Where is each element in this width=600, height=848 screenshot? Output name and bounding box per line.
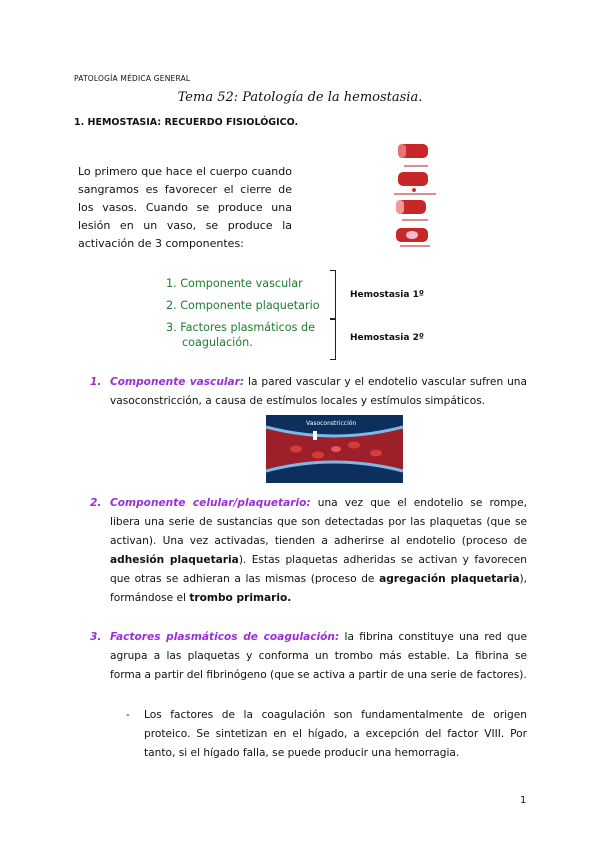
hemostasia-1-label: Hemostasia 1º [350, 290, 424, 300]
vasoconstriction-illustration [266, 415, 403, 483]
bullet-text: Los factores de la coagulación son fundamentalmente de origen proteico. Se sintetizan en el hígado, a excepción del factor VIII. Por tanto, si el hígado falla, se puede producir una hemorragia. [144, 709, 527, 759]
intro-paragraph: Lo primero que hace el cuerpo cuando sangramos es favorecer el cierre de los vasos. Cuando se produce una lesión en un vaso, se produce la activación de 3 componentes: [78, 165, 292, 250]
point-3-title: Factores plasmáticos de coagulación: [110, 631, 340, 643]
point-1-title: Componente vascular: [110, 376, 245, 388]
point-3-number: 3. [90, 631, 102, 643]
point-2-text-3: ), formándose el [110, 573, 528, 604]
hemostasis-stages-illustration [384, 140, 446, 250]
list-item-factores-cont: coagulación. [182, 336, 253, 349]
point-2-text-1: una vez que el endotelio se rompe, libera una serie de sustancias que son detectadas por las plaquetas (que se activan). Una vez activadas, tienden a adherirse al endotelio (proceso de [110, 497, 527, 547]
vessel-stage-3 [396, 200, 428, 220]
section-heading: 1. HEMOSTASIA: RECUERDO FISIOLÓGICO. [74, 117, 299, 128]
list-item-factores: 3. Factores plasmáticos de [166, 321, 316, 334]
point-3 [110, 628, 527, 685]
point-2-bold-1: adhesión plaquetaria [110, 554, 239, 566]
list-item-plaquetario: 2. Componente plaquetario [166, 299, 320, 312]
page-title: Tema 52: Patología de la hemostasia. [177, 90, 423, 105]
vasoconstriction-label: Vasoconstricción [306, 420, 357, 427]
components-list [166, 274, 336, 354]
point-2-number: 2. [90, 497, 102, 509]
bracket-secondary [330, 318, 336, 360]
header: PATOLOGÍA MÉDICA GENERAL [74, 74, 191, 83]
bracket-primary [330, 270, 336, 320]
vessel-stage-2 [394, 172, 436, 194]
list-item-vascular: 1. Componente vascular [166, 277, 303, 290]
point-3-text: la fibrina constituye una red que agrupa a las plaquetas y conforma un trombo más estable. La fibrina se forma a partir del fibrinógeno (que se activa a partir de una serie de factores). [110, 631, 527, 681]
point-2-text-2: ). Estas plaquetas adheridas se activan y favorecen que otras se adhieran a las mismas (proceso de [110, 554, 527, 585]
point-2-bold-2: agregación plaquetaria [379, 573, 520, 585]
vessel-stage-1 [398, 144, 428, 166]
point-1 [110, 373, 527, 411]
page-number: 1 [520, 795, 527, 806]
point-2-bold-3: trombo primario. [189, 592, 292, 604]
point-2-title: Componente celular/plaquetario: [110, 497, 311, 509]
point-1-number: 1. [90, 376, 102, 388]
bullet-dash: - [126, 709, 130, 721]
point-2 [110, 494, 527, 608]
point-1-text: la pared vascular y el endotelio vascular sufren una vasoconstricción, a causa de estímulos locales y estímulos simpáticos. [110, 376, 527, 407]
hemostasia-2-label: Hemostasia 2º [350, 333, 424, 343]
vessel-stage-4 [396, 228, 430, 246]
